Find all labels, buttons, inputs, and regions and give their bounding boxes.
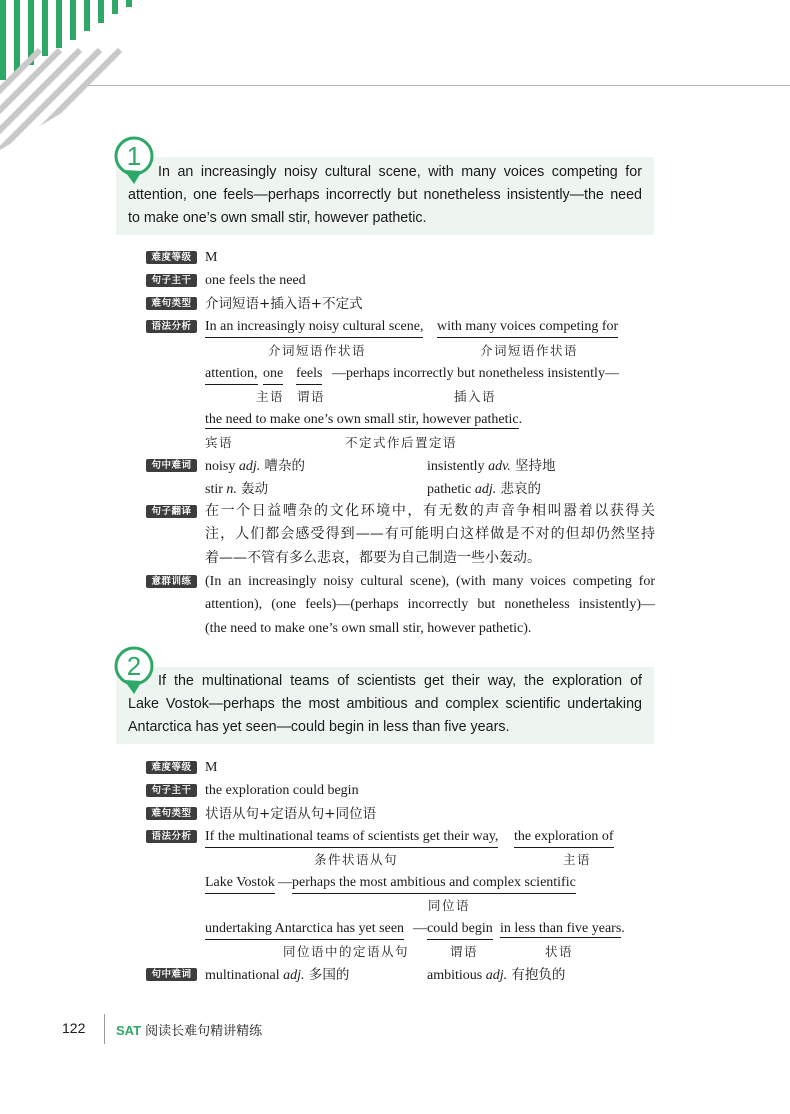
sentence-2-line: Lake Vostok—perhaps the most ambitious and complex scientific undertaking xyxy=(128,696,642,712)
analysis-label: 不定式作后置定语 xyxy=(345,435,458,450)
sentence-type-value: 状语从句+定语从句+同位语 xyxy=(205,806,377,822)
book-title-prefix: SAT xyxy=(116,1023,142,1038)
analysis-phrase: could begin xyxy=(427,920,493,940)
vocab-entry: insistently adv. 坚持地 xyxy=(427,458,556,474)
analysis-label: 同位语 xyxy=(428,898,471,913)
difficulty-tag: 难度等级 xyxy=(146,761,197,774)
sentence-type-tag: 难句类型 xyxy=(146,297,197,310)
grammar-analysis-tag: 语法分析 xyxy=(146,320,197,333)
analysis-label: 谓语 xyxy=(450,944,479,959)
sentence-2-line: Antarctica has yet seen—could begin in less than five years. xyxy=(128,719,510,735)
sentence-1-line: attention, one feels—perhaps incorrectly but nonetheless insistently—the need xyxy=(128,187,642,203)
book-title-text: 阅读长难句精讲精练 xyxy=(141,1024,263,1039)
vocab-entry: stir n. 轰动 xyxy=(205,481,269,497)
sentence-2-line: If the multinational teams of scientists get their way, the exploration of xyxy=(158,673,642,689)
analysis-phrase-group xyxy=(205,411,522,429)
analysis-end-punct: . xyxy=(621,921,625,936)
difficulty-value: M xyxy=(205,250,218,265)
main-clause-tag: 句子主干 xyxy=(146,274,197,287)
analysis-phrase: attention, xyxy=(205,365,258,385)
analysis-label: 状语 xyxy=(545,944,574,959)
analysis-phrase: one xyxy=(263,365,283,385)
footer-divider xyxy=(104,1014,105,1044)
vocab-entry: pathetic adj. 悲哀的 xyxy=(427,481,541,497)
number-badge-1-text: 1 xyxy=(126,141,142,171)
sentence-type-value: 介词短语+插入语+不定式 xyxy=(205,296,363,312)
grammar-analysis-tag: 语法分析 xyxy=(146,830,197,843)
analysis-phrase: the exploration of xyxy=(514,828,614,848)
vocab-entry: ambitious adj. 有抱负的 xyxy=(427,967,566,983)
analysis-label: 插入语 xyxy=(454,389,497,404)
sentence-type-tag: 难句类型 xyxy=(146,807,197,820)
analysis-phrase: If the multinational teams of scientists get their way, xyxy=(205,828,498,848)
analysis-phrase: Lake Vostok xyxy=(205,874,275,894)
chunk-training-text: (In an increasingly noisy cultural scene), (with many voices competing for attention), (one feels)—(perhaps incorrectly but nonetheless insistently)— (the need to make one’s own small stir, however pathetic). xyxy=(205,574,655,636)
difficulty-value: M xyxy=(205,760,218,775)
analysis-phrase: the need to make one’s own small stir, however pathetic xyxy=(205,412,519,427)
sentence-1-line: to make one’s own small stir, however pathetic. xyxy=(128,210,427,226)
corner-stripes-decoration xyxy=(0,0,250,150)
analysis-end-punct: . xyxy=(518,412,523,427)
analysis-phrase: perhaps the most ambitious and complex scientific xyxy=(292,874,576,894)
main-clause-value: one feels the need xyxy=(205,273,306,288)
analysis-label: 介词短语作状语 xyxy=(268,343,367,358)
analysis-phrase: feels xyxy=(296,365,322,385)
vocabulary-tag: 句中难词 xyxy=(146,968,197,981)
analysis-phrase: with many voices competing for xyxy=(437,318,618,338)
translation-tag: 句子翻译 xyxy=(146,505,197,518)
analysis-label: 条件状语从句 xyxy=(314,852,399,867)
main-clause-value: the exploration could begin xyxy=(205,783,359,798)
main-clause-tag: 句子主干 xyxy=(146,784,197,797)
book-title xyxy=(116,1020,262,1039)
analysis-label: 谓语 xyxy=(297,389,326,404)
analysis-label: 主语 xyxy=(563,852,592,867)
number-badge-2-text: 2 xyxy=(126,651,142,681)
analysis-phrase: undertaking Antarctica has yet seen xyxy=(205,920,404,940)
analysis-phrase: in less than five years xyxy=(500,921,622,936)
vocab-entry: noisy adj. 嘈杂的 xyxy=(205,458,306,474)
analysis-label: 主语 xyxy=(256,389,285,404)
analysis-phrase: —perhaps incorrectly but nonetheless insistently— xyxy=(332,366,619,381)
header-rule xyxy=(88,85,790,86)
difficulty-tag: 难度等级 xyxy=(146,251,197,264)
sentence-2-text xyxy=(128,670,642,739)
chunk-training-tag: 意群训练 xyxy=(146,575,197,588)
analysis-phrase-group xyxy=(500,920,625,938)
vocabulary-tag: 句中难词 xyxy=(146,459,197,472)
analysis-phrase: — xyxy=(278,875,292,890)
translation-text: 在一个日益嘈杂的文化环境中，有无数的声音争相叫嚣着以获得关 注，人们都会感受得到——有可能明白这样做是不对的但却仍然坚持 着——不管有多么悲哀，都要为自己制造一些小轰动。 xyxy=(205,503,655,566)
analysis-label: 宾语 xyxy=(205,435,234,450)
analysis-phrase: In an increasingly noisy cultural scene, xyxy=(205,318,423,338)
analysis-label: 介词短语作状语 xyxy=(480,343,579,358)
page-number: 122 xyxy=(62,1020,86,1036)
sentence-1-text xyxy=(128,161,642,230)
sentence-1-line: In an increasingly noisy cultural scene, with many voices competing for xyxy=(158,164,642,180)
analysis-label: 同位语中的定语从句 xyxy=(283,944,410,959)
analysis-phrase: — xyxy=(413,921,427,936)
vocab-entry: multinational adj. 多国的 xyxy=(205,967,350,983)
